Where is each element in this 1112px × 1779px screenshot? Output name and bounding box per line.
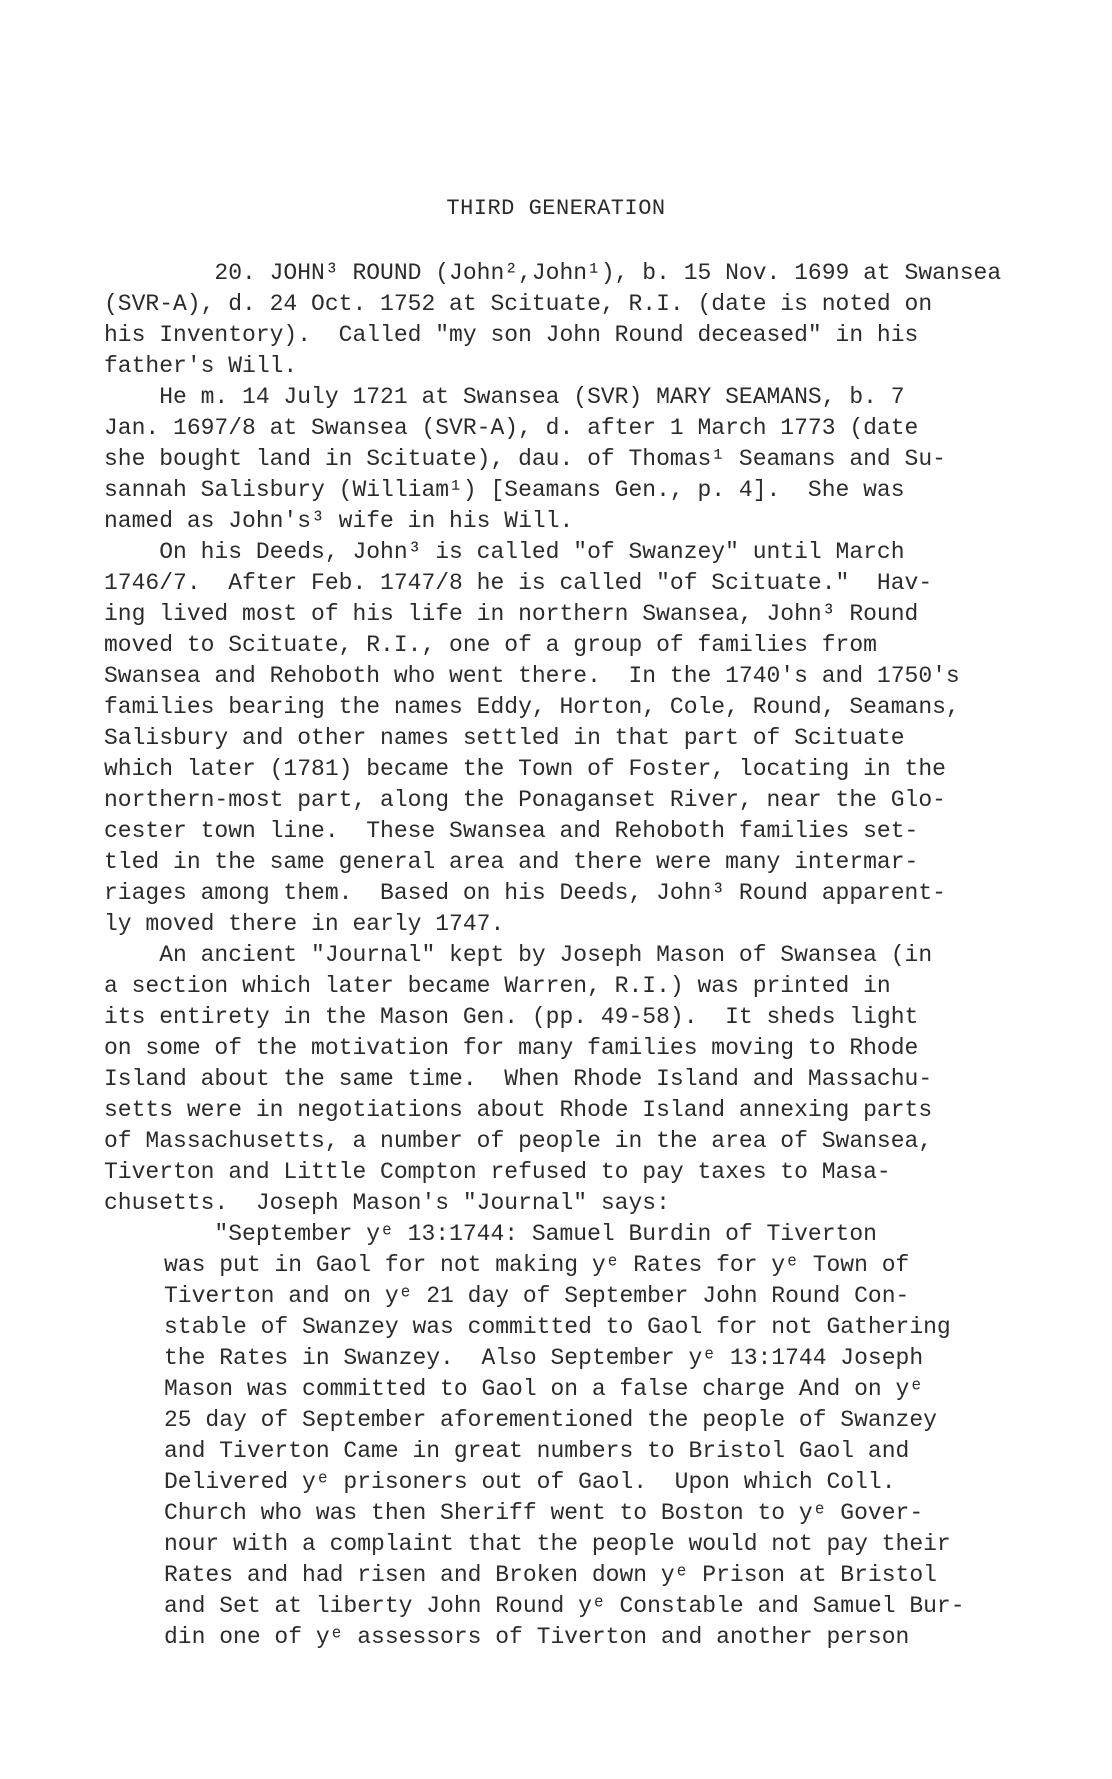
text-line: she bought land in Scituate), dau. of Thomas¹ Seamans and Su- <box>104 446 946 472</box>
quote-line: the Rates in Swanzey. Also September yᵉ 13:1744 Joseph <box>164 1345 924 1371</box>
text-line: tled in the same general area and there were many intermar- <box>104 849 919 875</box>
text-line: On his Deeds, John³ is called "of Swanzey" until March <box>104 539 905 565</box>
text-line: Tiverton and Little Compton refused to pay taxes to Masa- <box>104 1159 891 1185</box>
text-line: a section which later became Warren, R.I.) was printed in <box>104 973 891 999</box>
quote-line: Church who was then Sheriff went to Boston to yᵉ Gover- <box>164 1500 924 1526</box>
quote-line: Rates and had risen and Broken down yᵉ Prison at Bristol <box>164 1562 937 1588</box>
text-line: father's Will. <box>104 353 298 379</box>
quote-line: Mason was committed to Gaol on a false charge And on yᵉ <box>164 1376 924 1402</box>
text-line: chusetts. Joseph Mason's "Journal" says: <box>104 1190 670 1216</box>
text-line: He m. 14 July 1721 at Swansea (SVR) MARY SEAMANS, b. 7 <box>104 384 905 410</box>
text-line: Salisbury and other names settled in that part of Scituate <box>104 725 905 751</box>
text-line: setts were in negotiations about Rhode Island annexing parts <box>104 1097 933 1123</box>
text-line: northern-most part, along the Ponaganset River, near the Glo- <box>104 787 946 813</box>
text-line: families bearing the names Eddy, Horton, Cole, Round, Seamans, <box>104 694 960 720</box>
text-line: sannah Salisbury (William¹) [Seamans Gen., p. 4]. She was <box>104 477 905 503</box>
text-line: its entirety in the Mason Gen. (pp. 49-58). It sheds light <box>104 1004 919 1030</box>
text-line: which later (1781) became the Town of Foster, locating in the <box>104 756 946 782</box>
text-line: named as John's³ wife in his Will. <box>104 508 574 534</box>
text-line: of Massachusetts, a number of people in the area of Swansea, <box>104 1128 933 1154</box>
text-line: ly moved there in early 1747. <box>104 911 505 937</box>
quote-line: Delivered yᵉ prisoners out of Gaol. Upon which Coll. <box>164 1469 896 1495</box>
text-line: on some of the motivation for many families moving to Rhode <box>104 1035 919 1061</box>
quote-line: "September yᵉ 13:1744: Samuel Burdin of Tiverton <box>104 1221 877 1247</box>
quote-line: nour with a complaint that the people would not pay their <box>164 1531 951 1557</box>
text-line: 20. JOHN³ ROUND (John²,John¹), b. 15 Nov. 1699 at Swansea <box>104 260 1002 286</box>
text-line: 1746/7. After Feb. 1747/8 he is called "of Scituate." Hav- <box>104 570 933 596</box>
text-line: (SVR-A), d. 24 Oct. 1752 at Scituate, R.I. (date is noted on <box>104 291 933 317</box>
text-line: Swansea and Rehoboth who went there. In the 1740's and 1750's <box>104 663 960 689</box>
text-line: Jan. 1697/8 at Swansea (SVR-A), d. after 1 March 1773 (date <box>104 415 919 441</box>
text-line: An ancient "Journal" kept by Joseph Mason of Swansea (in <box>104 942 933 968</box>
body-text <box>104 258 1064 1653</box>
text-line: moved to Scituate, R.I., one of a group of families from <box>104 632 877 658</box>
quote-line: and Set at liberty John Round yᵉ Constable and Samuel Bur- <box>164 1593 965 1619</box>
quote-line: Tiverton and on yᵉ 21 day of September John Round Con- <box>164 1283 910 1309</box>
text-line: Island about the same time. When Rhode Island and Massachu- <box>104 1066 933 1092</box>
quote-line: stable of Swanzey was committed to Gaol for not Gathering <box>164 1314 951 1340</box>
page-title: THIRD GENERATION <box>446 196 666 221</box>
quote-line: and Tiverton Came in great numbers to Bristol Gaol and <box>164 1438 910 1464</box>
text-line: cester town line. These Swansea and Rehoboth families set- <box>104 818 919 844</box>
text-line: his Inventory). Called "my son John Round deceased" in his <box>104 322 919 348</box>
quote-line: was put in Gaol for not making yᵉ Rates for yᵉ Town of <box>164 1252 910 1278</box>
text-line: riages among them. Based on his Deeds, John³ Round apparent- <box>104 880 946 906</box>
text-line: ing lived most of his life in northern Swansea, John³ Round <box>104 601 919 627</box>
quote-line: din one of yᵉ assessors of Tiverton and another person <box>164 1624 910 1650</box>
quote-line: 25 day of September aforementioned the people of Swanzey <box>164 1407 937 1433</box>
